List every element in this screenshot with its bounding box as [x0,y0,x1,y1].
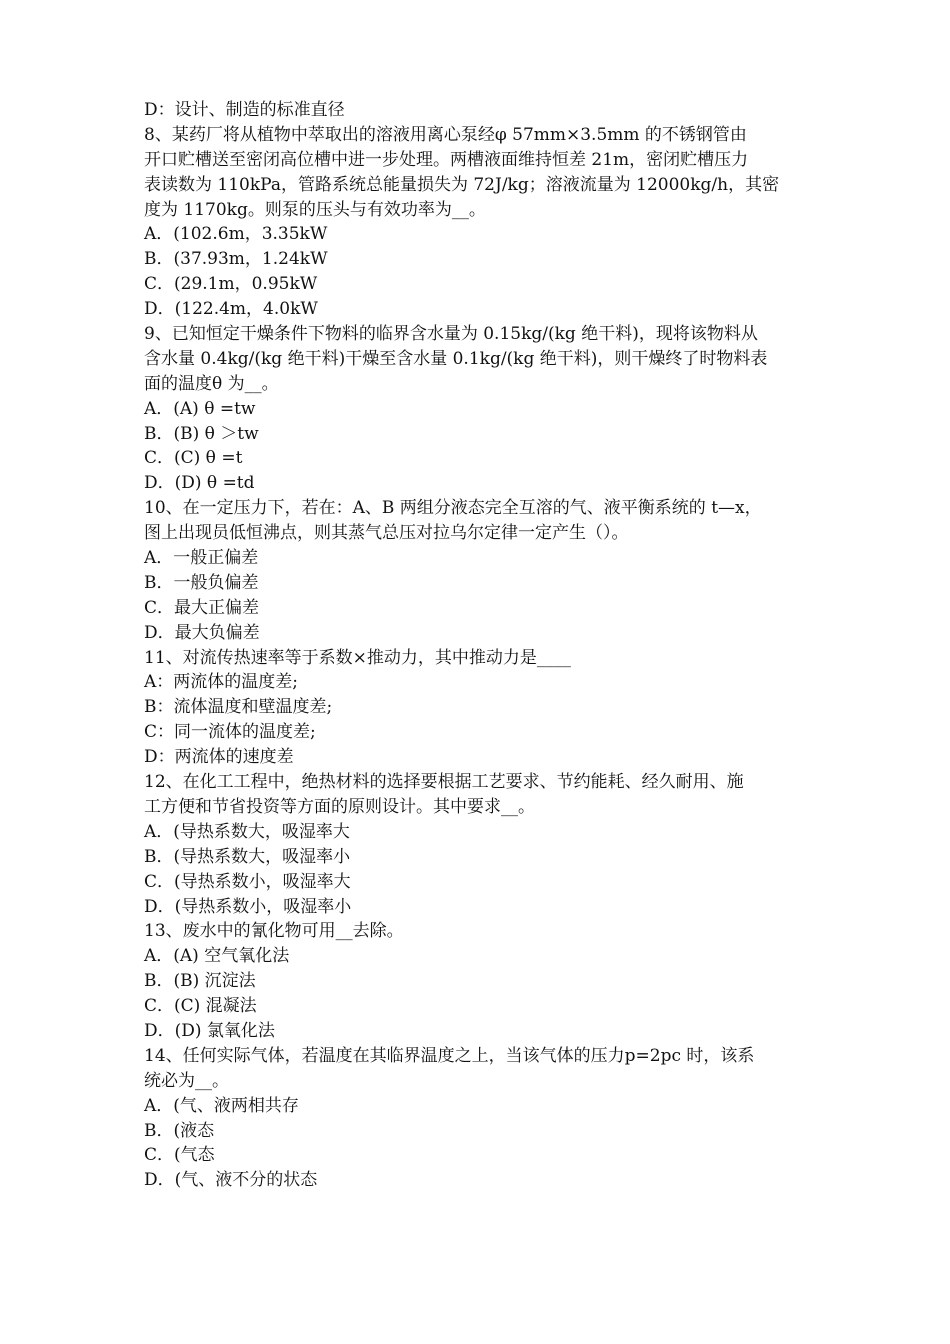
question-11-option-d: D：两流体的速度差 [144,747,294,768]
question-10-option-d: D．最大负偏差 [144,622,260,643]
question-13-option-a: A．(A) 空气氧化法 [144,946,290,967]
question-12-option-d: D．(导热系数小，吸湿率小 [144,896,352,917]
question-14-option-c: C．(气态 [144,1145,215,1166]
question-11-option-a: A：两流体的温度差; [144,672,299,693]
question-12-option-a: A．(导热系数大，吸湿率大 [144,821,350,842]
question-12-line-1: 12、在化工工程中，绝热材料的选择要根据工艺要求、节约能耗、经久耐用、施 [144,772,744,793]
question-12-option-b: B．(导热系数大，吸湿率小 [144,846,351,867]
question-14-option-b: B．(液态 [144,1120,215,1141]
question-13-option-c: C．(C) 混凝法 [144,996,257,1017]
question-14-option-a: A．(气、液两相共存 [144,1095,299,1116]
question-8-option-c: C．(29.1m，0.95kW [144,274,318,295]
question-8-option-b: B．(37.93m，1.24kW [144,249,328,270]
question-13-option-d: D．(D) 氯氧化法 [144,1020,275,1041]
question-10-option-b: B．一般负偏差 [144,572,259,593]
question-10-option-a: A．一般正偏差 [144,548,259,569]
question-9-option-c: C．(C) θ =t [144,448,243,469]
question-9-option-d: D．(D) θ =td [144,473,255,494]
question-8-line-3: 表读数为 110kPa，管路系统总能量损失为 72J/kg；溶液流量为 12000kg/h，其密 [144,174,780,195]
question-14-line-1: 14、任何实际气体，若温度在其临界温度之上，当该气体的压力p=2pc 时，该系 [144,1045,755,1066]
question-13-option-b: B．(B) 沉淀法 [144,971,256,992]
document-body [144,98,820,1193]
question-9-line-3: 面的温度θ 为__。 [144,373,279,394]
question-12-option-c: C．(导热系数小，吸湿率大 [144,871,351,892]
question-11-option-b: B：流体温度和壁温度差; [144,697,333,718]
question-11-option-c: C：同一流体的温度差; [144,722,316,743]
question-12-line-2: 工方便和节省投资等方面的原则设计。其中要求__。 [144,796,535,817]
question-10-option-c: C．最大正偏差 [144,597,260,618]
question-13-line-1: 13、废水中的氰化物可用__去除。 [144,921,404,942]
question-14-line-2: 统必为__。 [144,1070,229,1091]
question-9-line-2: 含水量 0.4kg/(kg 绝干料)干燥至含水量 0.1kg/(kg 绝干料)，则干燥终了时物料表 [144,348,768,369]
question-9-line-1: 9、已知恒定干燥条件下物料的临界含水量为 0.15kg/(kg 绝干料)，现将该物料从 [144,324,758,345]
question-10-line-2: 图上出现员低恒沸点，则其蒸气总压对拉乌尔定律一定产生（）。 [144,523,629,544]
question-8-line-4: 度为 1170kg。则泵的压头与有效功率为__。 [144,199,486,220]
question-8-line-1: 8、某药厂将从植物中萃取出的溶液用离心泵经φ 57mm×3.5mm 的不锈钢管由 [144,124,747,145]
question-9-option-a: A．(A) θ =tw [144,398,256,419]
question-9-option-b: B．(B) θ ＞tw [144,423,259,444]
question-10-line-1: 10、在一定压力下，若在：A、B 两组分液态完全互溶的气、液平衡系统的 t—x， [144,498,762,519]
question-8-line-2: 开口贮槽送至密闭高位槽中进一步处理。两槽液面维持恒差 21m，密闭贮槽压力 [144,149,749,170]
question-8-option-d: D．(122.4m，4.0kW [144,299,318,320]
question-11-line-1: 11、对流传热速率等于系数×推动力，其中推动力是____ [144,647,571,668]
option-d-line: D：设计、制造的标准直径 [144,100,345,120]
question-14-option-d: D．(气、液不分的状态 [144,1170,318,1191]
question-8-option-a: A．(102.6m，3.35kW [144,224,328,245]
